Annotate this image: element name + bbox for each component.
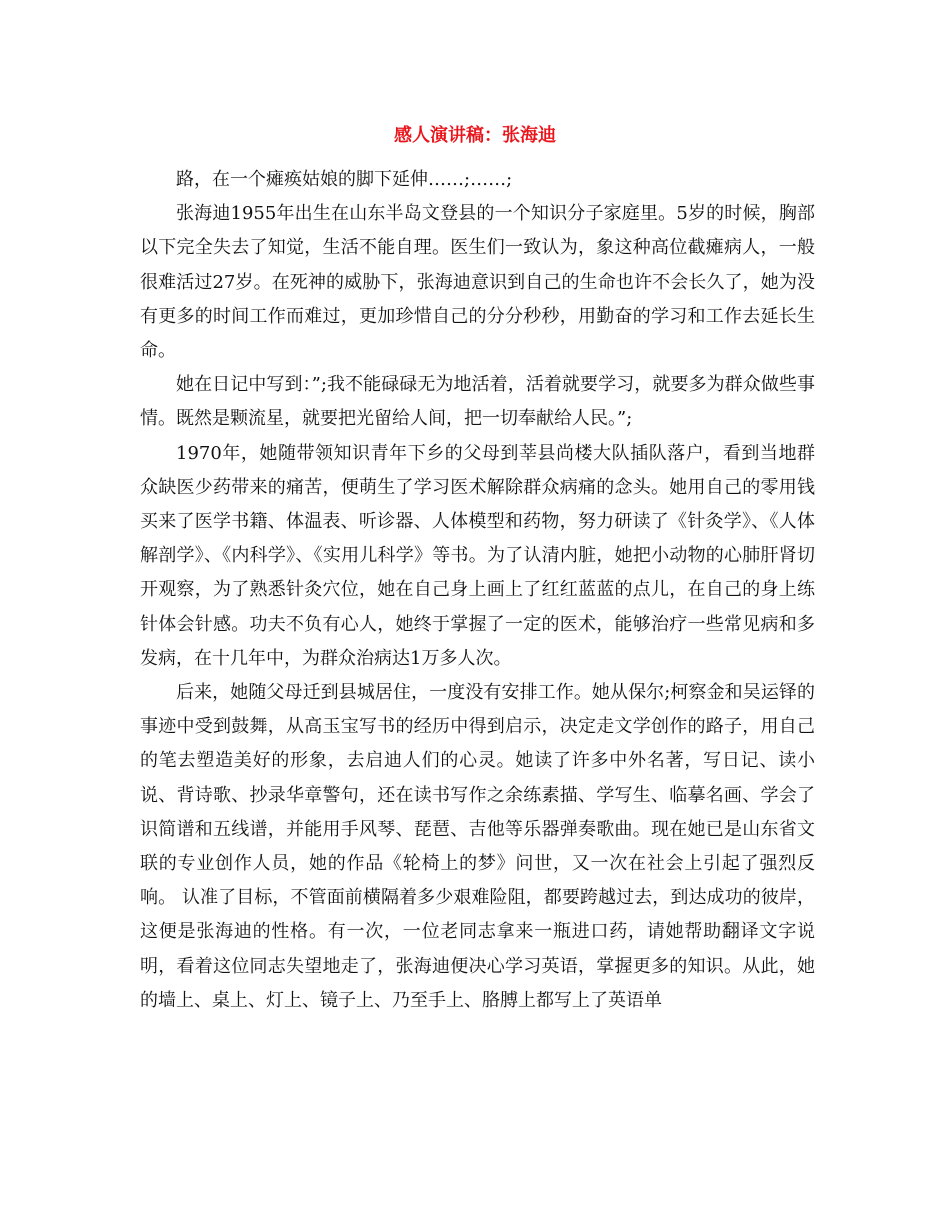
paragraph: 她在日记中写到：”;我不能碌碌无为地活着，活着就要学习，就要多为群众做些事情。既然是颗流星，就要把光留给人间，把一切奉献给人民。”; (140, 374, 815, 430)
paragraph: 张海迪1955年出生在山东半岛文登县的一个知识分子家庭里。5岁的时候，胸部以下完全失去了知觉，生活不能自理。医生们一致认为，象这种高位截瘫病人，一般很难活过27岁。在死神的威胁下，张海迪意识到自己的生命也许不会长久了，她为没有更多的时间工作而难过，更加珍惜自己的分分秒秒，用勤奋的学习和工作去延长生命。 (140, 203, 815, 362)
paragraph: 后来，她随父母迁到县城居住，一度没有安排工作。她从保尔;柯察金和吴运铎的事迹中受到鼓舞，从高玉宝写书的经历中得到启示，决定走文学创作的路子，用自己的笔去塑造美好的形象，去启迪人们的心灵。她读了许多中外名著，写日记、读小说、背诗歌、抄录华章警句，还在读书写作之余练素描、学写生、临摹名画、学会了识简谱和五线谱，并能用手风琴、琵琶、吉他等乐器弹奏歌曲。现在她已是山东省文联的专业创作人员，她的作品《轮椅上的梦》问世，又一次在社会上引起了强烈反响。 认准了目标，不管面前横隔着多少艰难险阻，都要跨越过去，到达成功的彼岸，这便是张海迪的性格。有一次，一位老同志拿来一瓶进口药，请她帮助翻译文字说明，看着这位同志失望地走了，张海迪便决心学习英语，掌握更多的知识。从此，她的墙上、桌上、灯上、镜子上、乃至手上、胳膊上都写上了英语单 (140, 682, 815, 1011)
paragraph: 路，在一个瘫痪姑娘的脚下延伸……;……; (176, 169, 513, 190)
document-body (140, 163, 815, 1018)
paragraph: 1970年，她随带领知识青年下乡的父母到莘县尚楼大队插队落户，看到当地群众缺医少药带来的痛苦，便萌生了学习医术解除群众病痛的念头。她用自己的零用钱买来了医学书籍、体温表、听诊器、人体模型和药物，努力研读了《针灸学》、《人体解剖学》、《内科学》、《实用儿科学》等书。为了认清内脏，她把小动物的心肺肝肾切开观察，为了熟悉针灸穴位，她在自己身上画上了红红蓝蓝的点儿，在自己的身上练针体会针感。功夫不负有心人，她终于掌握了一定的医术，能够治疗一些常见病和多发病，在十几年中，为群众治病达1万多人次。 (140, 442, 815, 669)
document-title: 感人演讲稿：张海迪 (394, 125, 556, 146)
